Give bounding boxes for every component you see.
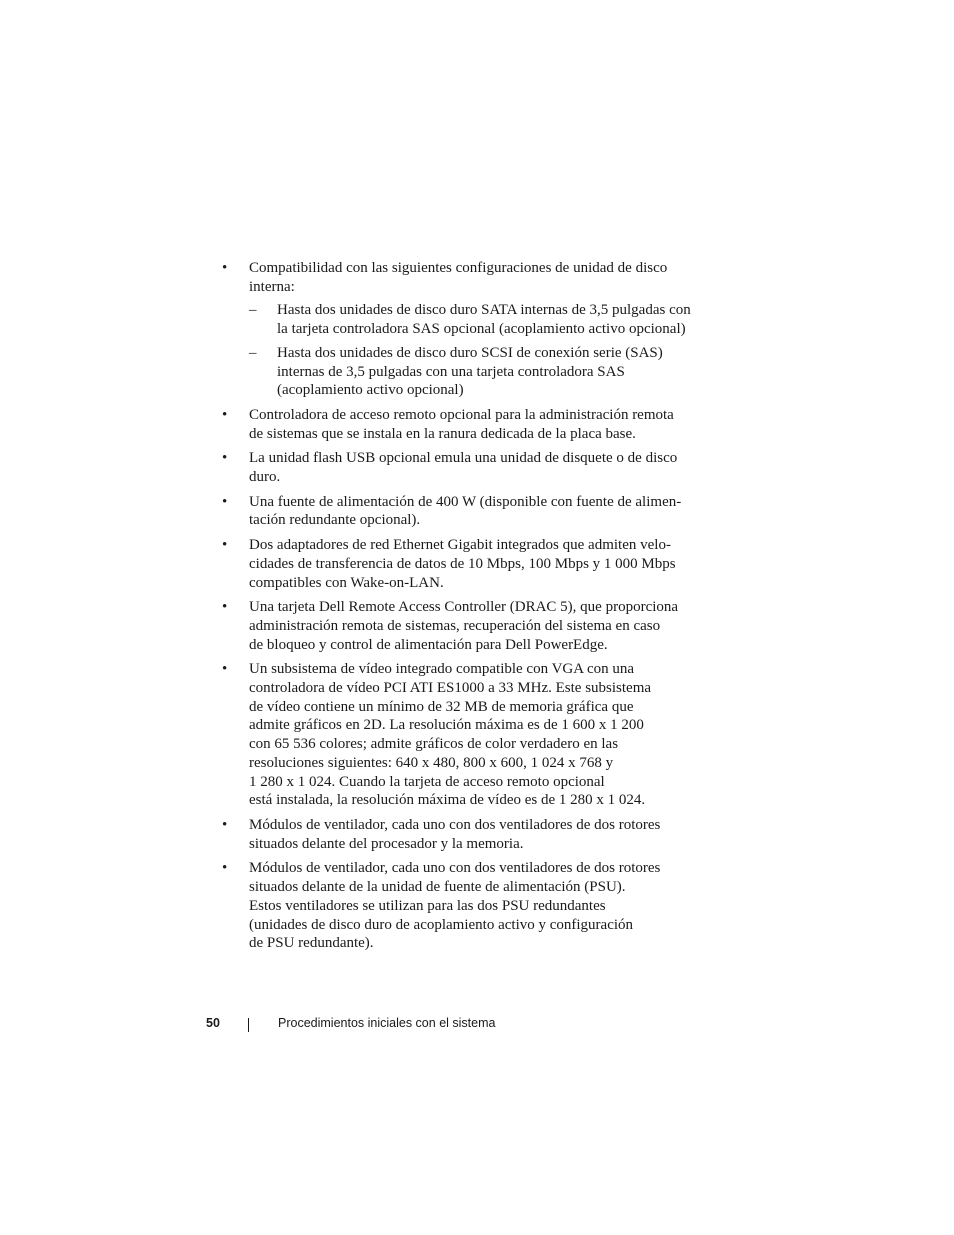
text-line: de bloqueo y control de alimentación para Dell PowerEdge. <box>249 636 608 653</box>
text-line: La unidad flash USB opcional emula una unidad de disquete o de disco <box>249 450 678 467</box>
page-footer <box>0 1016 954 1036</box>
list-item-text <box>249 816 719 853</box>
text-line: admite gráficos en 2D. La resolución máxima es de 1 600 x 1 200 <box>249 717 644 734</box>
sub-list-item <box>0 344 954 400</box>
text-line: cidades de transferencia de datos de 10 Mbps, 100 Mbps y 1 000 Mbps <box>249 555 676 572</box>
bullet-icon: • <box>222 661 228 678</box>
text-line: situados delante de la unidad de fuente de alimentación (PSU). <box>249 879 626 896</box>
list-item-text <box>249 259 719 296</box>
text-line: internas de 3,5 pulgadas con una tarjeta controladora SAS <box>277 363 625 380</box>
dash-icon: – <box>249 344 257 361</box>
text-line: Estos ventiladores se utilizan para las dos PSU redundantes <box>249 897 606 914</box>
bullet-icon: • <box>222 493 228 510</box>
text-line: interna: <box>249 278 295 295</box>
text-line: Módulos de ventilador, cada uno con dos ventiladores de dos rotores <box>249 860 661 877</box>
list-item <box>0 660 954 810</box>
text-line: Hasta dos unidades de disco duro SATA internas de 3,5 pulgadas con <box>277 302 691 319</box>
footer-separator <box>248 1018 249 1032</box>
list-item <box>0 449 954 486</box>
text-line: Controladora de acceso remoto opcional para la administración remota <box>249 406 674 423</box>
text-line: Compatibilidad con las siguientes configuraciones de unidad de disco <box>249 260 668 276</box>
list-item-text <box>249 493 719 530</box>
sub-list-item-text <box>277 301 727 338</box>
text-line: la tarjeta controladora SAS opcional (acoplamiento activo opcional) <box>277 321 686 338</box>
bullet-icon: • <box>222 537 228 554</box>
sub-list-item <box>0 301 954 338</box>
text-line: Dos adaptadores de red Ethernet Gigabit integrados que admiten velo- <box>249 537 671 554</box>
list-item <box>0 598 954 654</box>
text-line: Una fuente de alimentación de 400 W (disponible con fuente de alimen- <box>249 493 682 510</box>
text-line: con 65 536 colores; admite gráficos de color verdadero en las <box>249 736 619 753</box>
bullet-icon: • <box>222 450 228 467</box>
text-line: administración remota de sistemas, recuperación del sistema en caso <box>249 617 661 634</box>
text-line: (acoplamiento activo opcional) <box>277 382 464 399</box>
footer-title: Procedimientos iniciales con el sistema <box>278 1016 496 1030</box>
bullet-icon: • <box>222 599 228 616</box>
text-line: Una tarjeta Dell Remote Access Controller (DRAC 5), que proporciona <box>249 599 679 616</box>
text-line: controladora de vídeo PCI ATI ES1000 a 33 MHz. Este subsistema <box>249 680 652 697</box>
text-line: está instalada, la resolución máxima de vídeo es de 1 280 x 1 024. <box>249 792 646 809</box>
text-line: 1 280 x 1 024. Cuando la tarjeta de acceso remoto opcional <box>249 773 605 790</box>
text-line: Módulos de ventilador, cada uno con dos ventiladores de dos rotores <box>249 816 661 833</box>
text-line: de sistemas que se instala en la ranura dedicada de la placa base. <box>249 425 636 442</box>
list-item-text <box>249 406 719 443</box>
text-line: de PSU redundante). <box>249 935 374 952</box>
text-line: Un subsistema de vídeo integrado compatible con VGA con una <box>249 661 635 678</box>
page-number: 50 <box>206 1016 220 1030</box>
list-item <box>0 859 954 953</box>
list-item <box>0 259 954 400</box>
text-line: situados delante del procesador y la memoria. <box>249 835 524 852</box>
list-item-text <box>249 660 719 810</box>
dash-icon: – <box>249 302 257 319</box>
sub-list-item-text <box>277 344 727 400</box>
text-line: duro. <box>249 469 281 486</box>
bullet-icon: • <box>222 406 228 423</box>
list-item <box>0 406 954 443</box>
text-line: de vídeo contiene un mínimo de 32 MB de memoria gráfica que <box>249 698 634 715</box>
list-item <box>0 536 954 592</box>
list-item-text <box>249 598 719 654</box>
text-line: tación redundante opcional). <box>249 512 421 529</box>
list-item-text <box>249 859 719 953</box>
bullet-list <box>0 259 954 953</box>
text-line: compatibles con Wake-on-LAN. <box>249 574 444 591</box>
list-item-text <box>249 449 719 486</box>
bullet-icon: • <box>222 816 228 833</box>
text-line: (unidades de disco duro de acoplamiento activo y configuración <box>249 916 634 933</box>
list-item <box>0 816 954 853</box>
text-line: resoluciones siguientes: 640 x 480, 800 x 600, 1 024 x 768 y <box>249 754 614 771</box>
list-item-text <box>249 536 719 592</box>
bullet-icon: • <box>222 860 228 877</box>
list-item <box>0 493 954 530</box>
text-line: Hasta dos unidades de disco duro SCSI de conexión serie (SAS) <box>277 344 663 361</box>
bullet-icon: • <box>222 260 228 276</box>
